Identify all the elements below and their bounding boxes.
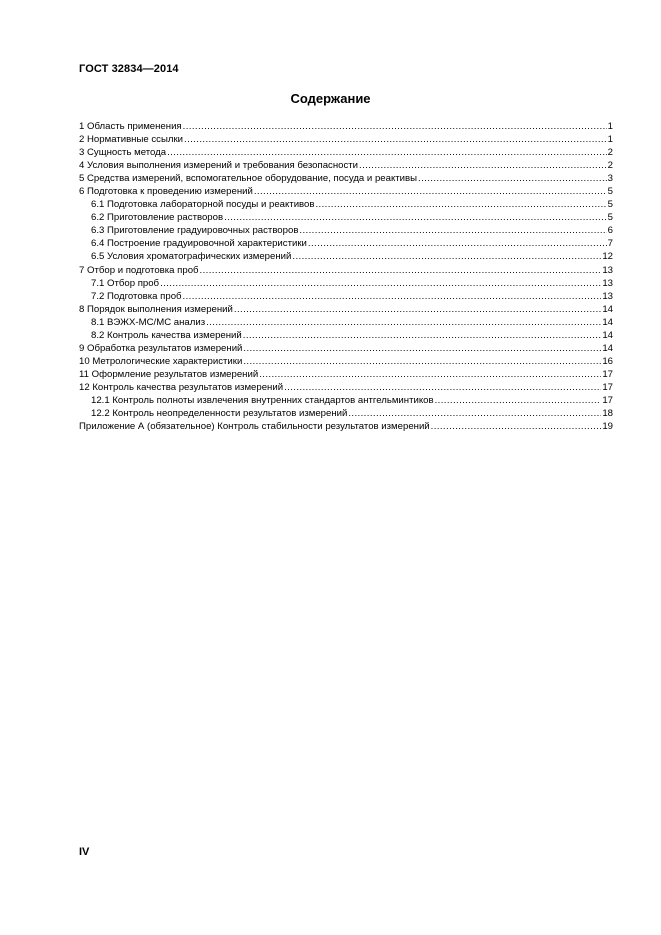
toc-entry-page: 13: [602, 290, 613, 302]
toc-entry-page: 5: [607, 212, 613, 224]
toc-dot-leader: [206, 316, 601, 329]
toc-dot-leader: [315, 198, 606, 211]
table-of-contents: [79, 120, 613, 433]
toc-entry-label: 11 Оформление результатов измерений: [79, 368, 259, 380]
toc-entry[interactable]: [79, 394, 613, 407]
document-code: ГОСТ 32834—2014: [79, 63, 179, 75]
toc-dot-leader: [160, 277, 601, 290]
toc-entry-page: 5: [607, 199, 613, 211]
toc-entry-page: 12: [602, 251, 613, 263]
toc-entry-label: 10 Метрологические характеристики: [79, 355, 243, 367]
toc-dot-leader: [431, 420, 602, 433]
toc-dot-leader: [359, 159, 607, 172]
toc-entry[interactable]: [79, 407, 613, 420]
toc-entry[interactable]: [79, 185, 613, 198]
toc-entry-page: 14: [602, 342, 613, 354]
toc-entry-page: 13: [602, 277, 613, 289]
toc-entry[interactable]: [79, 303, 613, 316]
toc-entry-page: 17: [602, 394, 613, 406]
toc-entry-page: 18: [602, 408, 613, 420]
toc-dot-leader: [292, 250, 601, 263]
toc-entry-page: 17: [602, 381, 613, 393]
toc-entry[interactable]: [79, 355, 613, 368]
toc-entry-label: 6.4 Построение градуировочной характеристики: [91, 238, 307, 250]
toc-entry-label: 6.2 Приготовление растворов: [91, 212, 224, 224]
toc-dot-leader: [299, 224, 606, 237]
toc-dot-leader: [243, 342, 601, 355]
toc-dot-leader: [284, 381, 601, 394]
page-title: Содержание: [290, 91, 371, 106]
toc-entry-label: 4 Условия выполнения измерений и требования безопасности: [79, 160, 359, 172]
toc-dot-leader: [418, 172, 607, 185]
toc-entry-label: 7.2 Подготовка проб: [91, 290, 182, 302]
toc-entry[interactable]: [79, 211, 613, 224]
toc-entry-page: 13: [602, 264, 613, 276]
toc-entry[interactable]: [79, 237, 613, 250]
toc-entry[interactable]: [79, 316, 613, 329]
toc-entry[interactable]: [79, 172, 613, 185]
toc-dot-leader: [224, 211, 607, 224]
toc-entry-label: 7.1 Отбор проб: [91, 277, 160, 289]
toc-entry[interactable]: [79, 224, 613, 237]
toc-dot-leader: [348, 407, 601, 420]
toc-dot-leader: [184, 133, 607, 146]
toc-entry-label: 6 Подготовка к проведению измерений: [79, 186, 253, 198]
toc-entry-page: 2: [607, 160, 613, 172]
toc-entry-label: 2 Нормативные ссылки: [79, 134, 184, 146]
toc-entry-page: 2: [607, 147, 613, 159]
toc-entry[interactable]: [79, 250, 613, 263]
toc-entry-page: 5: [607, 186, 613, 198]
toc-entry[interactable]: [79, 277, 613, 290]
toc-dot-leader: [243, 355, 601, 368]
toc-entry-page: 14: [602, 329, 613, 341]
toc-entry[interactable]: [79, 368, 613, 381]
toc-entry[interactable]: [79, 290, 613, 303]
toc-dot-leader: [243, 329, 602, 342]
toc-entry[interactable]: [79, 381, 613, 394]
page-number: IV: [79, 846, 90, 858]
toc-dot-leader: [234, 303, 601, 316]
toc-entry[interactable]: [79, 198, 613, 211]
toc-entry-page: 17: [602, 368, 613, 380]
toc-entry[interactable]: [79, 420, 613, 433]
toc-entry-label: 12.2 Контроль неопределенности результатов измерений: [91, 408, 348, 420]
toc-entry-page: 1: [607, 121, 613, 132]
toc-entry[interactable]: [79, 342, 613, 355]
toc-entry-page: 14: [602, 303, 613, 315]
toc-dot-leader: [167, 146, 607, 159]
toc-entry[interactable]: [79, 264, 613, 277]
toc-entry[interactable]: [79, 133, 613, 146]
toc-dot-leader: [200, 264, 602, 277]
toc-entry[interactable]: [79, 120, 613, 133]
toc-entry-label: Приложение А (обязательное) Контроль стабильности результатов измерений: [79, 421, 430, 433]
toc-entry-label: 5 Средства измерений, вспомогательное оборудование, посуда и реактивы: [79, 173, 418, 185]
toc-entry-page: 14: [602, 316, 613, 328]
toc-entry-label: 8.1 ВЭЖХ-МС/МС анализ: [91, 316, 206, 328]
toc-dot-leader: [183, 120, 607, 133]
toc-entry-page: 1: [607, 134, 613, 146]
toc-entry-page: 16: [602, 355, 613, 367]
toc-entry-label: 7 Отбор и подготовка проб: [79, 264, 199, 276]
toc-dot-leader: [435, 394, 602, 407]
toc-entry-label: 8.2 Контроль качества измерений: [91, 329, 242, 341]
toc-entry-label: 6.5 Условия хроматографических измерений: [91, 251, 292, 263]
toc-entry-page: 6: [607, 225, 613, 237]
toc-entry-label: 8 Порядок выполнения измерений: [79, 303, 233, 315]
toc-dot-leader: [183, 290, 602, 303]
toc-entry[interactable]: [79, 146, 613, 159]
toc-dot-leader: [259, 368, 601, 381]
toc-entry-label: 12.1 Контроль полноты извлечения внутренних стандартов антгельминтиков: [91, 394, 434, 406]
toc-entry-label: 3 Сущность метода: [79, 147, 167, 159]
toc-entry-page: 7: [607, 238, 613, 250]
toc-entry[interactable]: [79, 329, 613, 342]
toc-entry[interactable]: [79, 159, 613, 172]
toc-entry-label: 6.3 Приготовление градуировочных растворов: [91, 225, 299, 237]
toc-entry-label: 12 Контроль качества результатов измерений: [79, 381, 284, 393]
toc-entry-page: 3: [607, 173, 613, 185]
toc-dot-leader: [254, 185, 607, 198]
toc-dot-leader: [308, 237, 607, 250]
toc-entry-label: 1 Область применения: [79, 121, 182, 132]
toc-entry-page: 19: [602, 421, 613, 433]
toc-entry-label: 9 Обработка результатов измерений: [79, 342, 243, 354]
toc-entry-label: 6.1 Подготовка лабораторной посуды и реактивов: [91, 199, 315, 211]
